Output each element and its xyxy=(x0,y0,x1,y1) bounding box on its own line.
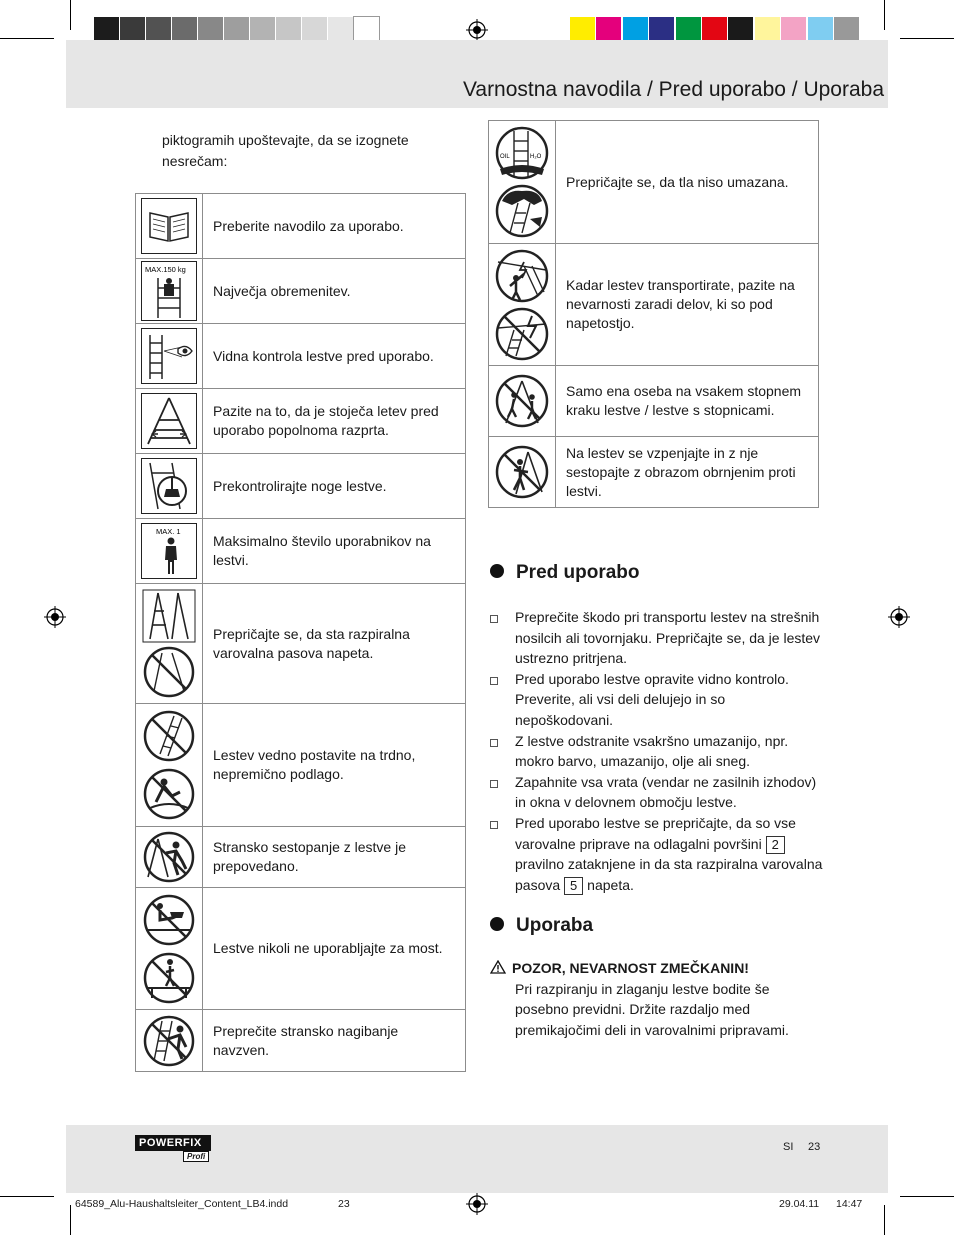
prohibition-bridge-icon xyxy=(142,892,196,948)
checkbox-bullet-icon xyxy=(490,615,498,623)
checkbox-bullet-icon xyxy=(490,821,498,829)
color-swatch xyxy=(781,17,806,42)
electrical-hazard-icon xyxy=(494,248,550,304)
pictogram-caption: Kadar lestev transportirate, pazite na nevarnosti zaradi delov, ki so pod napetostjo. xyxy=(556,244,819,366)
crop-mark xyxy=(0,1196,54,1197)
registration-mark-icon xyxy=(44,606,66,628)
list-item-text: Preprečite škodo pri transportu lestev na strešnih nosilcih ali tovornjaku. Prepričajte se, da je lestev ustrezno pritrjena. xyxy=(515,609,821,667)
table-row xyxy=(136,827,466,888)
crop-mark xyxy=(0,38,54,39)
prohibition-spreader-icon xyxy=(142,645,196,699)
page-title: Varnostna navodila / Pred uporabo / Uporaba xyxy=(462,78,884,101)
gray-swatch xyxy=(120,17,145,42)
prohibition-side-dismount-icon xyxy=(142,829,196,885)
oil-label: OIL xyxy=(500,154,510,160)
table-row xyxy=(136,389,466,454)
water-label: H₂O xyxy=(530,154,542,160)
list-item xyxy=(490,772,825,813)
table-row xyxy=(136,194,466,259)
pictogram-caption: Prepričajte se, da tla niso umazana. xyxy=(556,121,819,244)
prohibition-bridge-walk-icon xyxy=(142,950,196,1006)
pictogram-caption: Lestve nikoli ne uporabljajte za most. xyxy=(203,888,466,1010)
checkbox-bullet-icon xyxy=(490,780,498,788)
list-item xyxy=(490,731,825,772)
open-book-icon xyxy=(141,198,197,254)
table-row xyxy=(136,519,466,584)
part-reference-badge: 5 xyxy=(564,877,583,895)
list-item xyxy=(490,813,825,895)
powerfix-logo xyxy=(135,1135,215,1159)
table-row xyxy=(489,121,819,244)
warning-block xyxy=(490,958,825,1040)
pictogram-caption: Na lestev se vzpenjajte in z nje sestopajte z obrazom obrnjenim proti lestvi. xyxy=(556,437,819,508)
gray-swatch xyxy=(198,17,223,42)
table-row xyxy=(136,259,466,324)
pictogram-caption: Prekontrolirajte noge lestve. xyxy=(203,454,466,519)
pictogram-caption: Lestev vedno postavite na trdno, nepremično podlago. xyxy=(203,704,466,827)
section-heading-text: Uporaba xyxy=(516,915,594,936)
checkbox-bullet-icon xyxy=(490,739,498,747)
gray-swatch xyxy=(328,17,353,42)
oil-water-floor-icon xyxy=(494,125,550,181)
crop-mark xyxy=(900,38,954,39)
pictogram-caption: Vidna kontrola lestve pred uporabo. xyxy=(203,324,466,389)
stepladder-spreader-icon xyxy=(142,589,196,643)
bullet-dot-icon xyxy=(490,917,504,931)
gray-swatch xyxy=(354,17,379,42)
pred-uporabo-list xyxy=(490,607,825,895)
gray-swatch xyxy=(302,17,327,42)
print-time: 14:47 xyxy=(836,1198,863,1210)
gray-swatch xyxy=(172,17,197,42)
prohibition-two-persons-icon xyxy=(494,373,550,429)
bullet-dot-icon xyxy=(490,564,504,578)
color-swatch xyxy=(728,17,753,42)
table-row xyxy=(489,244,819,366)
gray-swatch xyxy=(250,17,275,42)
pictogram-caption: Maksimalno število uporabnikov na lestvi. xyxy=(203,519,466,584)
warning-text: Pri razpiranju in zlaganju lestve bodite še posebno previdni. Držite razdaljo med premikajočimi deli in varovalnimi pripravami. xyxy=(515,980,789,1038)
max-one-person-label: MAX. 1 xyxy=(156,527,181,536)
file-page: 23 xyxy=(338,1198,350,1210)
part-reference-badge: 2 xyxy=(766,836,785,854)
color-swatch xyxy=(596,17,621,42)
color-swatch xyxy=(649,17,674,42)
prohibition-side-lean-icon xyxy=(142,1013,196,1069)
gray-swatch xyxy=(94,17,119,42)
print-date: 29.04.11 xyxy=(779,1198,820,1210)
dirty-floor-icon xyxy=(494,183,550,239)
gray-swatch xyxy=(224,17,249,42)
registration-mark-icon xyxy=(888,606,910,628)
brand-sub: Profi xyxy=(183,1151,209,1162)
prohibition-back-to-ladder-icon xyxy=(494,444,550,500)
ladder-feet-check-icon xyxy=(141,458,197,514)
color-swatch xyxy=(570,17,595,42)
stepladder-fully-open-icon xyxy=(141,393,197,449)
crop-mark xyxy=(70,0,71,30)
color-swatch xyxy=(623,17,648,42)
pictogram-caption: Največja obremenitev. xyxy=(203,259,466,324)
pictogram-table-left xyxy=(135,193,466,1072)
list-item xyxy=(490,669,825,731)
warning-title-text: POZOR, NEVARNOST ZMEČKANIN! xyxy=(512,960,749,976)
registration-mark-icon xyxy=(466,19,488,41)
list-item xyxy=(490,607,825,669)
prohibition-slippery-ground-icon xyxy=(142,766,196,822)
brand-name: POWERFIX xyxy=(135,1135,211,1151)
ladder-inspection-icon xyxy=(141,328,197,384)
section-heading-text: Pred uporabo xyxy=(516,562,640,583)
table-row xyxy=(136,704,466,827)
pictogram-caption: Pazite na to, da je stoječa letev pred uporabo popolnoma razprta. xyxy=(203,389,466,454)
color-swatch xyxy=(676,17,701,42)
list-item-text: Pred uporabo lestve se prepričajte, da so vse varovalne priprave na odlagalni površini xyxy=(515,814,796,852)
pictogram-caption: Preberite navodilo za uporabo. xyxy=(203,194,466,259)
gray-swatch xyxy=(276,17,301,42)
list-item-text: Z lestve odstranite vsakršno umazanijo, npr. mokro barvo, umazanijo, olje ali sneg. xyxy=(515,732,789,770)
page-number: 23 xyxy=(808,1141,821,1153)
warning-triangle-icon xyxy=(490,960,506,974)
pictogram-caption: Samo ena oseba na vsakem stopnem kraku lestve / lestve s stopnicami. xyxy=(556,366,819,437)
crop-mark xyxy=(900,1196,954,1197)
table-row xyxy=(489,366,819,437)
pictogram-caption: Prepričajte se, da sta razpiralna varovalna pasova napeta. xyxy=(203,584,466,704)
pictogram-caption: Preprečite stransko nagibanje navzven. xyxy=(203,1010,466,1072)
color-swatch xyxy=(834,17,859,42)
table-row xyxy=(489,437,819,508)
gray-swatch xyxy=(146,17,171,42)
table-row xyxy=(136,584,466,704)
crop-mark xyxy=(70,1205,71,1235)
list-item-text: pravilno zataknjene in da sta razpiralna varovalna pasova xyxy=(515,856,823,893)
prohibition-power-lines-icon xyxy=(494,306,550,362)
list-item-text: Pred uporabo lestve opravite vidno kontrolo. Preverite, ali vsi deli delujejo in so nepoškodovani. xyxy=(515,670,789,728)
color-swatch xyxy=(808,17,833,42)
color-swatch xyxy=(755,17,780,42)
color-swatch xyxy=(702,17,727,42)
pictogram-table-right xyxy=(488,120,819,508)
intro-text: piktogramih upoštevajte, da se izognete nesrečam: xyxy=(162,132,409,169)
section-heading-uporaba xyxy=(490,915,593,937)
table-row xyxy=(136,324,466,389)
language-code: SI xyxy=(783,1141,794,1153)
max-load-icon xyxy=(141,261,197,321)
table-row xyxy=(136,888,466,1010)
table-row xyxy=(136,1010,466,1072)
crop-mark xyxy=(884,0,885,30)
section-heading-pred-uporabo xyxy=(490,562,640,584)
max-one-person-icon xyxy=(141,523,197,579)
list-item-text: Zapahnite vsa vrata (vendar ne zasilnih izhodov) in okna v delovnem območju lestve. xyxy=(515,773,817,811)
max-load-label: MAX.150 kg xyxy=(145,265,186,274)
list-item-text: napeta. xyxy=(587,876,634,893)
registration-mark-icon xyxy=(466,1193,488,1215)
file-name: 64589_Alu-Haushaltsleiter_Content_LB4.indd xyxy=(75,1198,289,1210)
pictogram-caption: Stransko sestopanje z lestve je prepovedano. xyxy=(203,827,466,888)
prohibition-uneven-ground-icon xyxy=(142,708,196,764)
checkbox-bullet-icon xyxy=(490,677,498,685)
warning-title xyxy=(490,958,825,979)
table-row xyxy=(136,454,466,519)
crop-mark xyxy=(884,1205,885,1235)
